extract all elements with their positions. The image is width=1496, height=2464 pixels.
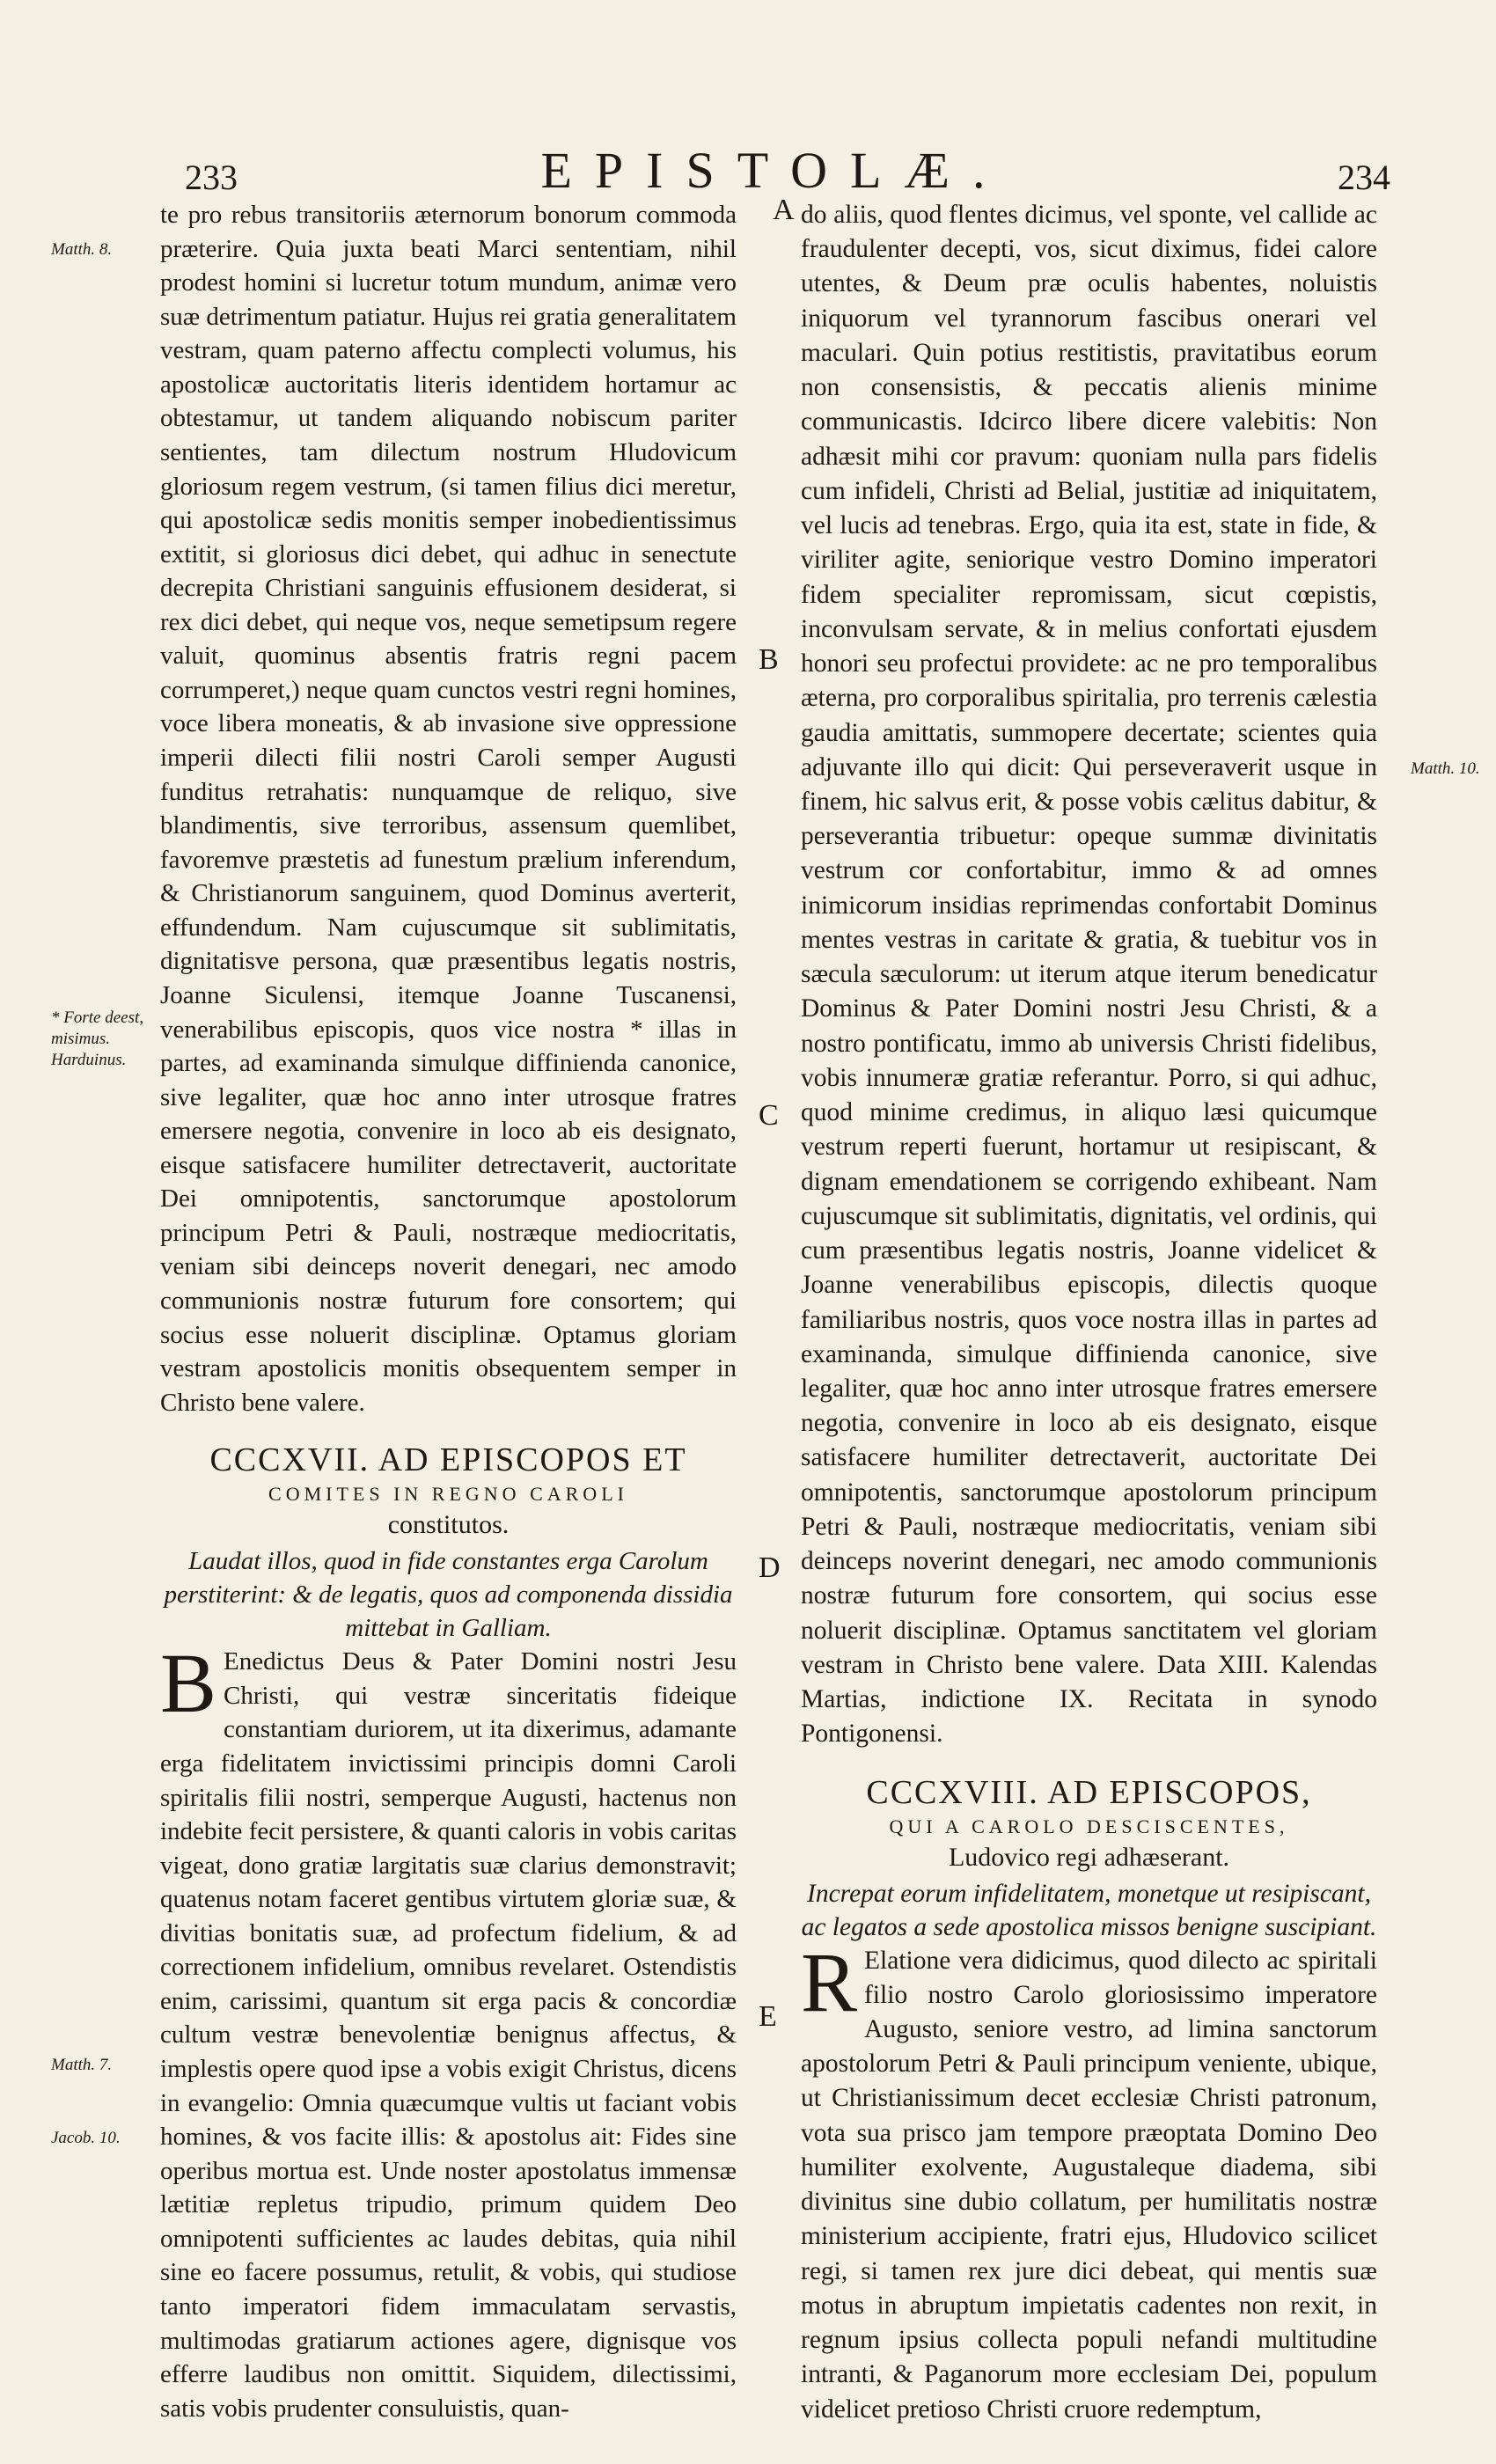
dropcap-b: B <box>160 1636 217 1731</box>
letter-318-summary: Increpat eorum infidelitatem, monetque ut resipiscant, ac legatos a sede apostolica missos benigne suscipiant. <box>801 1879 1377 1941</box>
running-head: EPISTOLÆ. <box>540 142 1008 199</box>
margin-note-harduinus: * Forte deest, misimus. Harduinus. <box>51 1008 144 1069</box>
section-letter-d: D <box>759 1551 781 1584</box>
letter-317-title-line-2: COMITES IN REGNO CAROLI <box>268 1483 628 1506</box>
page-number-right: 234 <box>1338 158 1390 197</box>
margin-note-matth-7: Matth. 7. <box>51 2056 113 2074</box>
letter-318-title-line-3: Ludovico regi adhæserant. <box>948 1842 1230 1872</box>
letter-317-title-line-3: constitutos. <box>387 1510 510 1540</box>
letter-317-heading <box>160 1441 737 1541</box>
left-column <box>160 198 737 2425</box>
right-column <box>801 198 1377 2427</box>
margin-note-matth-8: Matth. 8. <box>51 240 113 259</box>
letter-317-body <box>160 1636 737 2425</box>
letter-318-heading <box>801 1773 1377 1874</box>
margin-note-jacob-10: Jacob. 10. <box>51 2129 121 2147</box>
letter-318-title-line-2: QUI A CAROLO DESCISCENTES, <box>889 1815 1289 1837</box>
letter-317-summary: Laudat illos, quod in fide constantes erga Carolum perstiterint: & de legatis, quos ad componenda dissidia mittebat in Galliam. <box>164 1547 733 1643</box>
left-opening-text: te pro rebus transitoriis æternorum bonorum commoda præterire. Quia juxta beati Marci sententiam, nihil prodest homini si lucretur totum mundum, animæ vero suæ detrimentum patiatur. Hujus rei gratia generalitatem vestram, quam paterno affectu complecti volumus, his apostolicæ auctoritatis literis identidem hortamur ac obtestamur, ut tandem aliquando nobiscum pariter sentientes, tam dilectum nostrum Hludovicum gloriosum regem vestrum, (si tamen filius dici meretur, qui apostolicæ sedis monitis semper inobedientissimus extitit, si gloriosus dici debet, qui adhuc in senectute decrepita Christiani sanguinis effusionem desiderat, si rex dici debet, qui neque vos, neque semetipsum regere valuit, quominus absentis fratris regni pacem corrumperet,) neque quam cunctos vestri regni homines, voce libera moneatis, & ab invasione sive oppressione imperii dilecti filii nostri Caroli semper Augusti funditus retrahatis: nunquamque de reliquo, sive blandimentis, sive terroribus, assensum quemlibet, favoremve præstetis ad funestum prælium inferendum, & Christianorum sanguinem, quod Dominus averterit, effundendum. Nam cujuscumque sit sublimitatis, dignitatisve persona, quæ præsentibus legatis nostris, Joanne Siculensi, itemque Joanne Tuscanensi, venerabilibus episcopis, quos vice nostra * illas in partes, ad examinanda simulque diffinienda canonice, sive legaliter, quæ hoc anno inter utrosque fratres emersere negotia, convenire in loco ab eis designato, eisque satisfacere humiliter detrectaverit, auctoritate Dei omnipotentis, sanctorumque apostolorum principum Petri & Pauli, nostræque mediocritatis, veniam sibi deinceps noverit denegari, nec amodo communionis nostræ futurum fore consortem; qui socius esse noluerit disciplinæ. Optamus gloriam vestram apostolicis monitis obsequentem semper in Christo bene valere. <box>160 201 737 1417</box>
section-letter-b: B <box>759 643 779 676</box>
letter-317-body-text: Enedictus Deus & Pater Domini nostri Jesu Christi, qui vestræ sinceritatis fideique constantiam duriorem, ut ita dixerimus, adamante erga fidelitatem invictissimi principis domni Caroli spiritalis filii nostri, semperque Augusti, hactenus non indebite fecit persistere, & quanti caloris in vobis caritas vigeat, dono gratiæ largitatis suæ clarius demonstravit; quatenus notam faceret gentibus virtutem gloriæ suæ, & divitias bonitatis suæ, ad profectum fidelium, & ad correctionem infidelium, omnibus revelaret. Ostendistis enim, carissimi, quantum sit erga pacis & concordiæ cultum vestræ benevolentiæ benignus affectus, & implestis opere quod ipse a vobis exigit Christus, dicens in evangelio: Omnia quæcumque vultis ut faciant vobis homines, & vos facite illis: & apostolus ait: Fides sine operibus mortua est. Unde noster apostolatus immensæ lætitiæ repletus tripudio, primum quidem Deo omnipotenti sufficientes ac laudes debitas, quia nihil sine eo facere possumus, retulit, & vobis, qui studiose tanto imperatori fidem immaculatam servastis, multimodas gratiarum actiones agere, dignisque vos efferre laudibus non omittit. Siquidem, dilectissimi, satis vobis prudenter consuluistis, quan- <box>160 1647 737 2423</box>
margin-note-matth-10: Matth. 10. <box>1411 759 1480 778</box>
letter-318-body <box>801 1934 1377 2427</box>
letter-317-title: CCCXVII. AD EPISCOPOS ET <box>209 1441 687 1479</box>
dropcap-r: R <box>801 1934 858 2029</box>
section-letter-a: A <box>773 194 795 226</box>
page-number-left: 233 <box>185 158 238 197</box>
right-opening-text: do aliis, quod flentes dicimus, vel sponte, vel callide ac fraudulenter decepti, vos, sicut diximus, fidei calore utentes, & Deum præ oculis habentes, noluistis iniquorum vel tyrannorum fascibus onerari vel maculari. Quin potius restitistis, pravitatibus eorum non consensistis, & peccatis alienis minime communicastis. Idcirco libere dicere valebitis: Non adhæsit mihi cor pravum: quoniam nulla pars fidelis cum infideli, Christi ad Belial, justitiæ ad iniquitatem, vel lucis ad tenebras. Ergo, quia ita est, state in fide, & viriliter agite, seniorique vestro Domino imperatori fidem specialiter repromissam, sicut cœpistis, inconvulsam servate, & in melius confortati ejusdem honori seu profectui providete: ac ne pro temporalibus æterna, pro corporalibus spiritalia, pro terrenis cælestia gaudia amittatis, summopere decertate; scientes quia adjuvante illo qui dicit: Qui perseveraverit usque in finem, hic salvus erit, & posse vobis cælitus dabitur, & perseverantia tribuetur: opeque summæ divinitatis vestrum cor confortabitur, immo & ad omnes inimicorum insidias reprimendas confortabit Dominus mentes vestras in caritate & gratia, & tuebitur vos in sæcula sæculorum: ut iterum atque iterum benedicatur Dominus & Pater Domini nostri Jesu Christi, & a nostro pontificatu, immo ab universis Christi fidelibus, vobis innumeræ gratiæ referantur. Porro, si qui adhuc, quod minime credimus, in aliquo læsi quicumque vestrum reperti fuerunt, hortamur ut resipiscant, & dignam emendationem se corrigendo exhibeant. Nam cujuscumque sit sublimitatis, dignitatis, vel ordinis, qui cum præsentibus legatis nostris, Joanne videlicet & Joanne venerabilibus episcopis, dilectis quoque familiaribus nostris, quos voce nostra illas in partes ad examinanda, simulque diffinienda canonice, sive legaliter, quæ hoc anno inter utrosque fratres emersere negotia, convenire in loco ab eis designato, eisque satisfacere humiliter detrectaverit, auctoritate Dei omnipotentis, sanctorumque apostolorum principum Petri & Pauli, nostræque mediocritatis, veniam sibi deinceps noverint denegari, nec amodo communionis nostræ futurum fore consortem, qui socius esse noluerit disciplinæ. Optamus sanctitatem vel gloriam vestram in Christo bene valere. Data XIII. Kalendas Martias, indictione IX. Recitata in synodo Pontigonensi. <box>801 201 1377 1749</box>
section-letter-e: E <box>759 2000 777 2033</box>
letter-318-title: CCCXVIII. AD EPISCOPOS, <box>866 1773 1312 1811</box>
letter-318-body-text: Elatione vera didicimus, quod dilecto ac spiritali filio nostro Carolo gloriosissimo imperatore Augusto, seniore vestro, ad limina sanctorum apostolorum Petri & Pauli principum veniente, ubique, ut Christianissimum decet ecclesiæ Christi patronum, vota sua prisco jam tempore præoptata Domino Deo humiliter exolvente, Augustaleque diadema, sibi divinitus sine dubio collatum, per humilitatis nostræ ministerium accipiente, fratri ejus, Hludovico scilicet regi, si tamen rex jure dici debeat, qui mentis suæ motus in abruptum impietatis cadentes non rexit, in regnum ipsius collecta populi nefandi multitudine intranti, & Paganorum more ecclesiam Dei, populum videlicet pretioso Christi cruore redemptum, <box>801 1946 1377 2424</box>
section-letter-c: C <box>759 1099 779 1132</box>
